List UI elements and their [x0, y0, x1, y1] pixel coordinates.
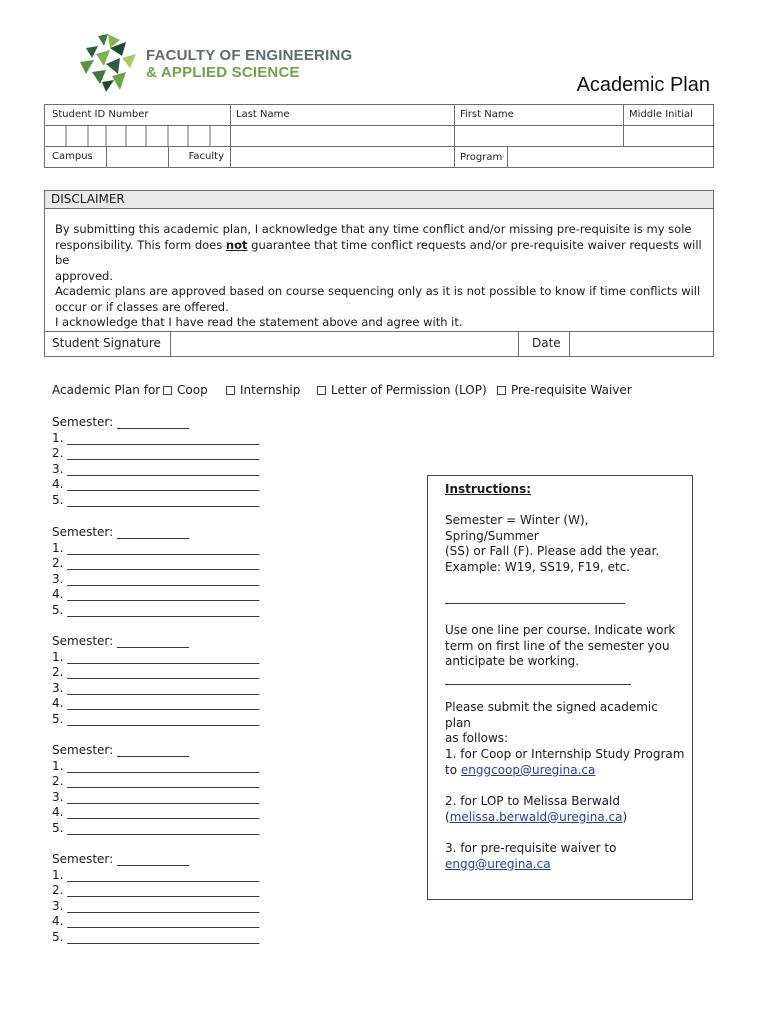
internship-checkbox[interactable]: [226, 386, 235, 395]
date-label: Date: [532, 336, 561, 350]
course-line: 4. ________________________________: [52, 587, 260, 602]
date-label-cell: [518, 331, 570, 357]
course-line: 3. ________________________________: [52, 680, 260, 695]
course-line: 3. ________________________________: [52, 789, 260, 804]
internship-label: Internship: [240, 383, 301, 397]
date-input[interactable]: [569, 331, 714, 357]
program-input[interactable]: [507, 146, 714, 168]
semester-header: Semester: ____________: [52, 634, 189, 648]
instr-p3-l1: Use one line per course. Indicate work: [445, 623, 676, 637]
faculty-logo: [80, 34, 140, 92]
course-line: 4. ________________________________: [52, 805, 260, 820]
semester-block[interactable]: [52, 743, 259, 837]
faculty-input[interactable]: [230, 146, 455, 168]
course-line: 5. ________________________________: [52, 602, 260, 617]
disclaimer-line2: [55, 238, 705, 269]
lop-email-link[interactable]: melissa.berwald@uregina.ca: [449, 809, 623, 824]
logo-line2: & APPLIED SCIENCE: [146, 64, 300, 81]
disclaimer-box: [44, 190, 714, 332]
instructions-heading: Instructions:: [445, 482, 532, 496]
page-title: Academic Plan: [576, 74, 710, 96]
middle-initial-field[interactable]: [623, 104, 714, 126]
course-line: 5. ________________________________: [52, 492, 260, 507]
course-line: 4. ________________________________: [52, 914, 260, 929]
student-id-label: Student ID Number: [52, 109, 149, 120]
instructions-box: [427, 475, 693, 900]
first-name-input[interactable]: [454, 125, 624, 147]
course-line: 3. ________________________________: [52, 461, 260, 476]
semester-header: Semester: ____________: [52, 852, 189, 866]
instructions-rule-2: _______________________________: [445, 671, 631, 685]
course-line: 1. ________________________________: [52, 758, 260, 773]
course-line: 3. ________________________________: [52, 898, 260, 913]
student-id-label-cell: [44, 104, 231, 126]
lop-checkbox[interactable]: [317, 386, 326, 395]
semester-header: Semester: ____________: [52, 525, 189, 539]
instructions-rule-1: ______________________________: [445, 590, 625, 604]
program-label-cell: [454, 146, 508, 168]
disclaimer-line2-post: guarantee that time conflict requests and/or pre-requisite waiver requests will be: [55, 237, 702, 267]
instr-p3-l3: anticipate be working.: [445, 654, 580, 668]
prereq-waiver-checkbox[interactable]: [497, 386, 506, 395]
middle-initial-label: Middle Initial: [629, 109, 693, 120]
logo-line1: FACULTY OF ENGINEERING: [146, 47, 353, 64]
instr-p6-close: ): [622, 809, 628, 824]
disclaimer-text: [55, 222, 705, 331]
course-line: 5. ________________________________: [52, 820, 260, 835]
last-name-label: Last Name: [236, 109, 290, 120]
faculty-name: [146, 47, 352, 81]
faculty-label-cell: [168, 146, 231, 168]
coop-email-link[interactable]: enggcoop@uregina.ca: [460, 762, 596, 777]
coop-label: Coop: [177, 383, 208, 397]
semester-header: Semester: ____________: [52, 415, 189, 429]
disclaimer-line3: approved.: [55, 268, 113, 283]
course-line: 3. ________________________________: [52, 571, 260, 586]
lop-label: Letter of Permission (LOP): [331, 383, 487, 397]
semester-block[interactable]: [52, 852, 259, 946]
course-line: 1. ________________________________: [52, 867, 260, 882]
course-line: 1. ________________________________: [52, 540, 260, 555]
signature-label: Student Signature: [52, 336, 161, 350]
instr-p4-l1: Please submit the signed academic plan: [445, 700, 658, 730]
course-line: 1. ________________________________: [52, 430, 260, 445]
course-line: 5. ________________________________: [52, 929, 260, 944]
course-line: 2. ________________________________: [52, 556, 260, 571]
disclaimer-line4: Academic plans are approved based on course sequencing only as it is not possible to know if time conflicts will: [55, 284, 701, 298]
instr-p4-l2: as follows:: [445, 731, 509, 745]
option-coop[interactable]: [163, 383, 208, 397]
program-label: Program: [460, 152, 503, 163]
coop-checkbox[interactable]: [163, 386, 172, 395]
faculty-label: Faculty: [188, 151, 224, 162]
course-line: 1. ________________________________: [52, 649, 260, 664]
instr-p6-open: (: [445, 809, 450, 824]
course-line: 2. ________________________________: [52, 446, 260, 461]
semester-block[interactable]: [52, 415, 259, 509]
instructions-submit: [445, 700, 685, 747]
instructions-course-line: [445, 623, 685, 670]
option-prereq-waiver[interactable]: [497, 383, 632, 397]
campus-label-cell: [44, 146, 107, 168]
first-name-label: First Name: [460, 109, 514, 120]
disclaimer-line6: I acknowledge that I have read the statement above and agree with it.: [55, 315, 463, 329]
course-line: 5. ________________________________: [52, 711, 260, 726]
plan-for-label: Academic Plan for: [52, 383, 161, 397]
semester-block[interactable]: [52, 634, 259, 728]
logo-mark-icon: [80, 34, 140, 92]
first-name-field[interactable]: [454, 104, 624, 126]
course-line: 4. ________________________________: [52, 477, 260, 492]
semester-header: Semester: ____________: [52, 743, 189, 757]
instr-p1-l1: Semester = Winter (W), Spring/Summer: [445, 513, 589, 543]
instructions-coop: [445, 747, 685, 778]
instructions-example: Example: W19, SS19, F19, etc.: [445, 560, 631, 574]
instr-p1-l2: (SS) or Fall (F). Please add the year.: [445, 544, 660, 558]
plan-for-row: [52, 383, 160, 397]
option-lop[interactable]: [317, 383, 487, 397]
semester-block[interactable]: [52, 525, 259, 619]
id-digit-dividers: [44, 125, 231, 147]
instr-p5-to: to: [445, 762, 461, 777]
disclaimer-line5: occur or if classes are offered.: [55, 299, 229, 314]
last-name-input[interactable]: [230, 125, 455, 147]
instr-p3-l2: term on first line of the semester you: [445, 638, 670, 653]
disclaimer-line1: By submitting this academic plan, I acknowledge that any time conflict and/or missing pre-requisite is my sole: [55, 222, 692, 236]
middle-initial-input[interactable]: [623, 125, 714, 147]
course-line: 2. ________________________________: [52, 774, 260, 789]
campus-label: Campus: [52, 151, 93, 162]
course-line: 2. ________________________________: [52, 883, 260, 898]
campus-input[interactable]: [106, 146, 169, 168]
student-id-digits[interactable]: [44, 125, 231, 147]
waiver-email-link[interactable]: engg@uregina.ca: [445, 856, 551, 871]
signature-input[interactable]: [170, 331, 519, 357]
course-line: 2. ________________________________: [52, 665, 260, 680]
instr-p6-l1: 2. for LOP to Melissa Berwald: [445, 794, 620, 808]
instr-p7-l1: 3. for pre-requisite waiver to: [445, 841, 617, 855]
disclaimer-not: not: [225, 237, 248, 252]
last-name-field[interactable]: [230, 104, 455, 126]
option-internship[interactable]: [226, 383, 300, 397]
disclaimer-line2-pre: responsibility. This form does: [55, 237, 226, 252]
course-line: 4. ________________________________: [52, 696, 260, 711]
prereq-waiver-label: Pre-requisite Waiver: [511, 383, 632, 397]
instructions-lop: [445, 794, 685, 825]
signature-label-cell: [44, 331, 171, 357]
instr-p5-l1: 1. for Coop or Internship Study Program: [445, 747, 685, 761]
instructions-semester-format: [445, 513, 685, 560]
disclaimer-heading: DISCLAIMER: [45, 191, 713, 209]
instructions-waiver: [445, 841, 685, 872]
